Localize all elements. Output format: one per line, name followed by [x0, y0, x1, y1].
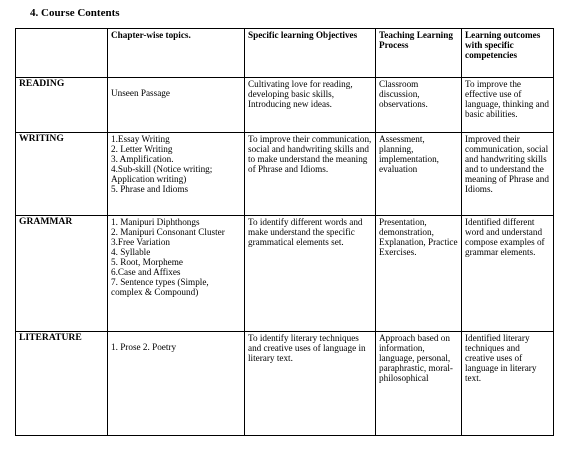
- objectives-cell: To improve their communication, social and handwriting skills and to make understand the meaning of Phrase and Idioms.: [245, 133, 376, 216]
- topic-item: 4. Syllable: [111, 247, 151, 257]
- process-cell: Classroom discussion, observations.: [376, 78, 462, 133]
- header-process: Teaching Learning Process: [376, 29, 462, 78]
- section-label: READING: [16, 78, 108, 133]
- topics-cell: [108, 133, 245, 216]
- outcomes-cell: Identified literary techniques and creative uses of language in literary text.: [462, 332, 554, 436]
- topic-item: 1. Manipuri Diphthongs: [111, 217, 200, 227]
- table-header-row: [16, 29, 554, 78]
- topic-item: 6.Case and Affixes: [111, 267, 181, 277]
- section-label: GRAMMAR: [16, 216, 108, 332]
- topic-item: 5. Root, Morpheme: [111, 257, 183, 267]
- section-label: LITERATURE: [16, 332, 108, 436]
- section-heading: 4. Course Contents: [30, 7, 120, 19]
- topics-cell: [108, 216, 245, 332]
- header-objectives: Specific learning Objectives: [245, 29, 376, 78]
- topic-item: 4.Sub-skill (Notice writing; Application writing): [111, 164, 213, 184]
- topics-cell: [108, 78, 245, 133]
- objectives-cell: Cultivating love for reading, developing basic skills, Introducing new ideas.: [245, 78, 376, 133]
- process-cell: Assessment, planning, implementation, evaluation: [376, 133, 462, 216]
- topic-item: 7. Sentence types (Simple, complex & Compound): [111, 277, 209, 297]
- table-row-reading: [16, 78, 554, 133]
- topic-item: 2. Manipuri Consonant Cluster: [111, 227, 225, 237]
- course-contents-table: [15, 28, 554, 436]
- topic-item: 1.Essay Writing: [111, 134, 170, 144]
- topics-cell: [108, 332, 245, 436]
- outcomes-cell: Improved their communication, social and handwriting skills and to understand the meaning of Phrase and Idioms.: [462, 133, 554, 216]
- process-cell: Presentation, demonstration, Explanation, Practice Exercises.: [376, 216, 462, 332]
- outcomes-cell: To improve the effective use of language, thinking and basic abilities.: [462, 78, 554, 133]
- section-label: WRITING: [16, 133, 108, 216]
- objectives-cell: To identify different words and make understand the specific grammatical elements set.: [245, 216, 376, 332]
- table-row-grammar: [16, 216, 554, 332]
- header-section: [16, 29, 108, 78]
- topic-item: 3.Free Variation: [111, 237, 171, 247]
- topic-item: 3. Amplification.: [111, 154, 174, 164]
- outcomes-cell: Identified different word and understand compose examples of grammar elements.: [462, 216, 554, 332]
- header-topics: Chapter-wise topics.: [108, 29, 245, 78]
- topic-item: 2. Letter Writing: [111, 144, 173, 154]
- topic-item: 5. Phrase and Idioms: [111, 184, 189, 194]
- topic-item: 1. Prose 2. Poetry: [111, 342, 177, 352]
- process-cell: Approach based on information, language, personal, paraphrastic, moral-philosophical: [376, 332, 462, 436]
- table-row-literature: [16, 332, 554, 436]
- topic-item: Unseen Passage: [111, 88, 170, 98]
- table-row-writing: [16, 133, 554, 216]
- header-outcomes: Learning outcomes with specific competencies: [462, 29, 554, 78]
- objectives-cell: To identify literary techniques and creative uses of language in literary text.: [245, 332, 376, 436]
